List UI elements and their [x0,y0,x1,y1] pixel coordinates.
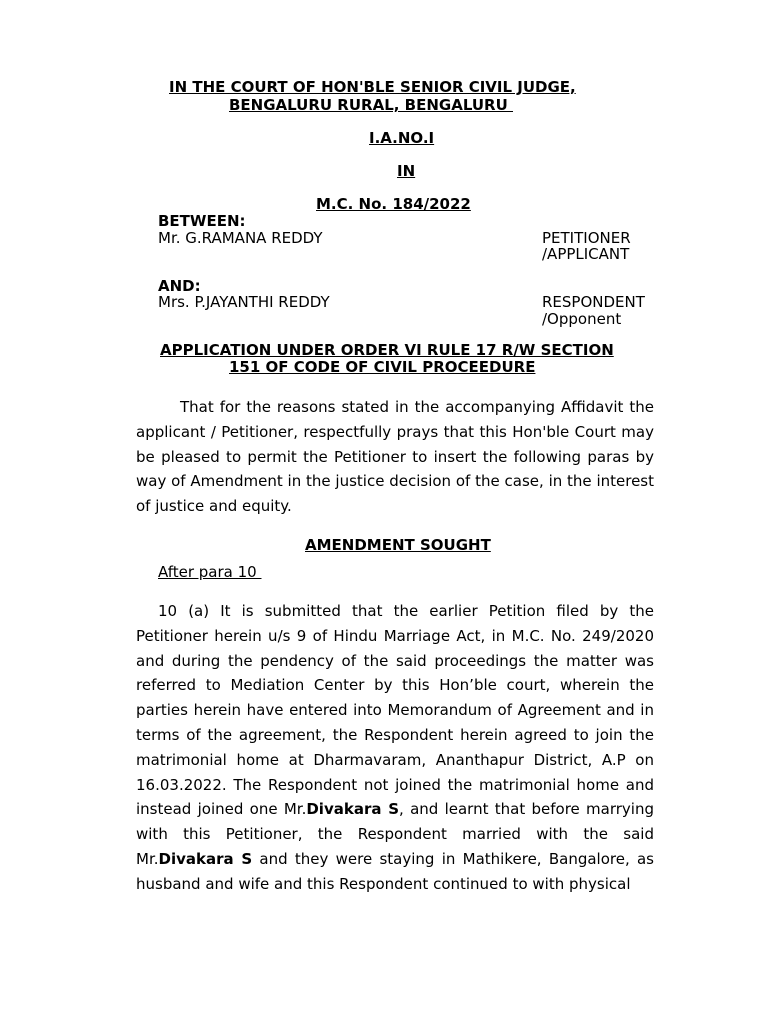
respondent-role-line1: RESPONDENT [542,293,645,311]
in-label: IN [397,162,416,180]
after-para-label: After para 10 [158,563,262,581]
court-title-line2: BENGALURU RURAL, BENGALURU [229,96,513,114]
amendment-text-part1: 10 (a) It is submitted that the earlier Petition filed by the Petitioner herein u/s 9 of Hindu Marriage Act, in M.C. No. 249/2020 and during the pendency of the said proceedings the matter was referred to Mediation Center by this Hon’ble court, wherein the parties herein have entered into Memorandum of Agreement and in terms of the agreement, the Respondent herein agreed to join the matrimonial home at Dharmavaram, Ananthapur District, A.P on 16.03.2022. The Respondent not joined the matrimonial home and instead joined one Mr. [136,602,654,819]
respondent-name: Mrs. P.JAYANTHI REDDY [158,293,330,311]
petitioner-role-line1: PETITIONER [542,229,631,247]
amendment-paragraph [136,599,654,897]
ia-number: I.A.NO.I [369,129,435,147]
divakara-name-1: Divakara S [306,800,400,819]
application-body: That for the reasons stated in the accompanying Affidavit the applicant / Petitioner, respectfully prays that this Hon'ble Court may be pleased to permit the Petitioner to insert the following paras by way of Amendment in the justice decision of the case, in the interest of justice and equity. [136,398,654,516]
amendment-text-part2: , and learnt that before marrying with this Petitioner, the Respondent married with the said Mr. [136,800,654,868]
between-label: BETWEEN: [158,212,246,230]
amendment-text-part3: and they were staying in Mathikere, Bangalore, as husband and wife and this Respondent continued to with physical [136,849,654,893]
and-label: AND: [158,277,201,295]
amendment-title: AMENDMENT SOUGHT [305,536,491,554]
petitioner-name: Mr. G.RAMANA REDDY [158,229,323,247]
court-title-line1: IN THE COURT OF HON'BLE SENIOR CIVIL JUDGE, [169,78,576,96]
application-title-line2: 151 OF CODE OF CIVIL PROCEEDURE [229,358,536,376]
application-title-line1: APPLICATION UNDER ORDER VI RULE 17 R/W SECTION [160,341,614,359]
case-number: M.C. No. 184/2022 [316,195,471,213]
divakara-name-2: Divakara S [158,849,253,868]
petitioner-role-line2: /APPLICANT [542,245,630,263]
respondent-role-line2: /Opponent [542,310,622,328]
